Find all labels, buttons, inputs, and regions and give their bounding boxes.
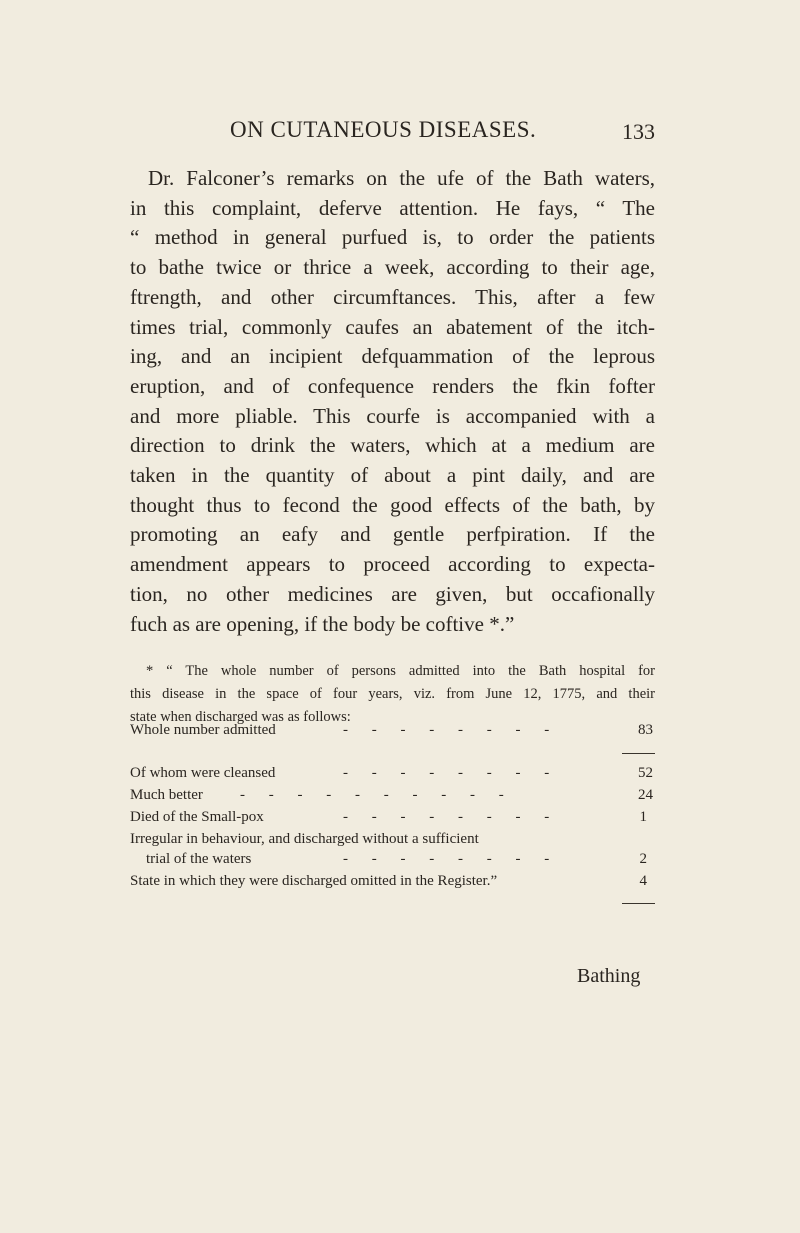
stat-label: State in which they were discharged omitted in the Register.” [130, 873, 498, 889]
paragraph-line: ftrength, and other circumftances. This, after a few [130, 284, 655, 309]
stat-label: Died of the Small-pox [130, 809, 264, 825]
paragraph-line: times trial, commonly caufes an abatement of the itch- [130, 314, 655, 339]
footnote-line: this disease in the space of four years, viz. from June 12, 1775, and their [130, 686, 655, 702]
paragraph-line: eruption, and of confequence renders the fkin fofter [130, 373, 655, 398]
stat-row [130, 787, 655, 809]
stat-row [130, 765, 655, 787]
stat-label: Of whom were cleansed [130, 765, 276, 781]
stat-leader: - - - - - - - - [343, 765, 560, 781]
paragraph-line: “ method in general purfued is, to order the patients [130, 225, 655, 250]
sum-rule [622, 753, 655, 754]
stat-value: 2 [639, 851, 647, 867]
stat-leader: - - - - - - - - [343, 722, 560, 738]
page-number: 133 [622, 119, 655, 144]
paragraph-line: tion, no other medicines are given, but occafionally [130, 581, 655, 606]
stat-leader: - - - - - - - - [343, 851, 560, 867]
stat-leader: - - - - - - - - [343, 809, 560, 825]
paragraph-line: promoting an eafy and gentle perfpiration. If the [130, 522, 655, 547]
running-head [130, 117, 655, 147]
footnote-line: state when discharged was as follows: [130, 709, 351, 725]
stat-row [130, 851, 655, 873]
catchword: Bathing [577, 965, 641, 987]
stat-label: trial of the waters [146, 851, 252, 867]
stat-value: 1 [639, 809, 647, 825]
paragraph-line: ing, and an incipient defquammation of the leprous [130, 344, 655, 369]
paragraph-line: Dr. Falconer’s remarks on the ufe of the Bath waters, [148, 166, 655, 190]
paragraph-line: in this complaint, deferve attention. He fays, “ The [130, 195, 655, 220]
paragraph-line: and more pliable. This courfe is accompanied with a [130, 403, 655, 428]
footnote [130, 660, 655, 729]
running-title: ON CUTANEOUS DISEASES. [230, 117, 537, 142]
stat-label: Much better [130, 787, 203, 803]
stat-row [130, 809, 655, 831]
paragraph-line: to bathe twice or thrice a week, according to their age, [130, 255, 655, 280]
paragraph-line: direction to drink the waters, which at a medium are [130, 433, 655, 458]
stat-value: 4 [639, 873, 647, 889]
stat-value: 24 [638, 787, 653, 803]
footnote-line: * “ The whole number of persons admitted into the Bath hospital for [146, 663, 655, 679]
paragraph-line: thought thus to fecond the good effects of the bath, by [130, 492, 655, 517]
sum-rule [622, 903, 655, 904]
stat-row [130, 722, 655, 744]
stat-label: Whole number admitted [130, 722, 276, 738]
stat-row [130, 873, 655, 895]
paragraph-line: fuch as are opening, if the body be coftive *.” [130, 611, 515, 636]
paragraph-line: amendment appears to proceed according to expecta- [130, 552, 655, 577]
stat-leader: - - - - - - - - - - [240, 787, 514, 803]
stat-value: 52 [638, 765, 653, 781]
stat-label: Irregular in behaviour, and discharged without a sufficient [130, 831, 479, 847]
paragraph-line: taken in the quantity of about a pint daily, and are [130, 463, 655, 488]
stat-value: 83 [638, 722, 653, 738]
main-paragraph [130, 164, 655, 639]
stat-row [130, 831, 655, 853]
